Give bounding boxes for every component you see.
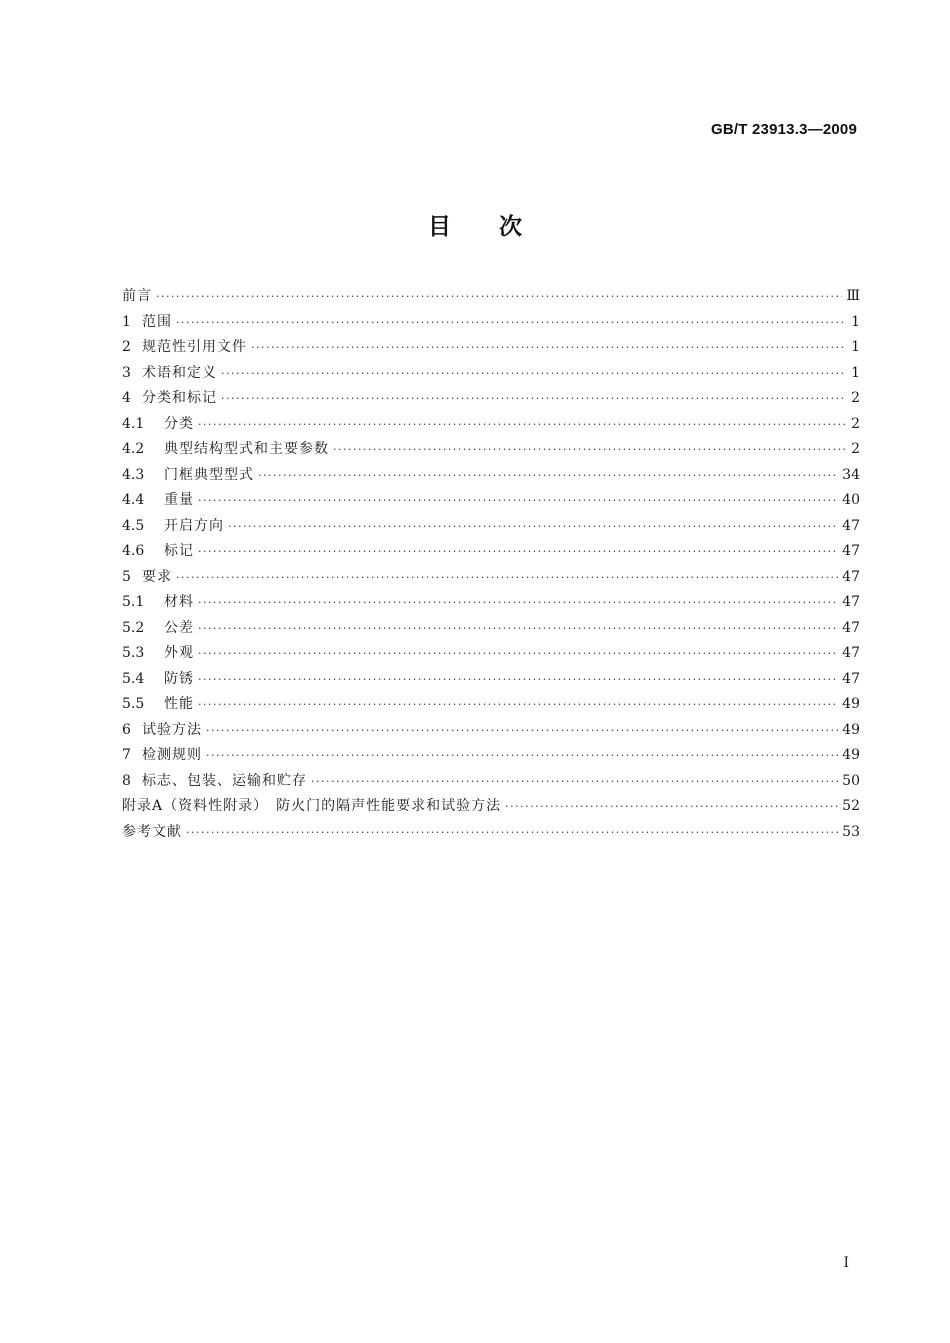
toc-label: 分类	[164, 415, 194, 432]
toc-label: 规范性引用文件	[142, 339, 247, 355]
toc-page: 47	[842, 594, 860, 610]
toc-page: 50	[842, 772, 860, 789]
toc-number: 4.4	[122, 492, 145, 508]
toc-number: 5.5	[122, 696, 145, 712]
toc-label: 防锈	[164, 670, 194, 687]
toc-leader-dots	[206, 743, 838, 769]
toc-row-7[interactable]	[122, 743, 860, 769]
toc-leader-dots	[186, 820, 838, 846]
toc-number: 4.1	[122, 415, 145, 432]
toc-number: 4.2	[122, 441, 145, 457]
toc-number: 5.2	[122, 619, 145, 636]
toc-row-foreword[interactable]	[122, 284, 860, 310]
toc-leader-dots	[198, 692, 838, 718]
toc-number: 4.3	[122, 466, 145, 483]
toc-page: 47	[842, 517, 860, 534]
toc-label: 参考文献	[122, 823, 182, 840]
toc-row-5-4[interactable]	[122, 667, 860, 693]
toc-page: 47	[842, 645, 860, 661]
toc-leader-dots	[258, 463, 838, 489]
toc-number: 5.4	[122, 670, 145, 687]
table-of-contents	[122, 284, 860, 845]
toc-page: Ⅲ	[846, 288, 860, 304]
toc-page: 1	[851, 339, 860, 355]
toc-leader-dots	[198, 488, 838, 514]
toc-number: 6	[122, 721, 131, 738]
toc-page: 40	[842, 492, 860, 508]
toc-row-8[interactable]	[122, 769, 860, 795]
toc-label: 材料	[164, 594, 194, 610]
toc-leader-dots	[505, 794, 838, 820]
toc-page: 2	[851, 415, 860, 432]
page-title-char-1: 目	[428, 213, 451, 240]
toc-row-4-3[interactable]	[122, 463, 860, 489]
toc-leader-dots	[311, 769, 838, 795]
toc-row-6[interactable]	[122, 718, 860, 744]
toc-row-5-3[interactable]	[122, 641, 860, 667]
toc-row-appendix-a[interactable]	[122, 794, 860, 820]
toc-label: 性能	[164, 696, 194, 712]
toc-row-3[interactable]	[122, 361, 860, 387]
toc-row-5-1[interactable]	[122, 590, 860, 616]
toc-leader-dots	[333, 437, 846, 463]
toc-row-5[interactable]	[122, 565, 860, 591]
toc-label: 分类和标记	[142, 390, 217, 406]
toc-leader-dots	[156, 284, 842, 310]
toc-row-4[interactable]	[122, 386, 860, 412]
toc-number: 2	[122, 339, 131, 355]
toc-page: 52	[842, 798, 860, 814]
toc-row-4-5[interactable]	[122, 514, 860, 540]
toc-number: 4.5	[122, 517, 145, 534]
toc-leader-dots	[198, 412, 846, 438]
toc-leader-dots	[206, 718, 838, 744]
toc-label: 术语和定义	[142, 364, 217, 381]
toc-number: 5	[122, 568, 131, 585]
toc-number: 4.6	[122, 543, 145, 559]
toc-page: 47	[842, 543, 860, 559]
toc-label: 检测规则	[142, 747, 202, 763]
toc-leader-dots	[251, 335, 846, 361]
toc-label: 公差	[164, 619, 194, 636]
toc-leader-dots	[176, 565, 838, 591]
toc-leader-dots	[176, 310, 846, 336]
toc-label: 附录A（资料性附录） 防火门的隔声性能要求和试验方法	[122, 798, 502, 814]
toc-page: 1	[851, 313, 860, 330]
page-title	[0, 208, 950, 241]
toc-page: 1	[851, 364, 860, 381]
toc-page: 34	[842, 466, 860, 483]
toc-leader-dots	[198, 616, 838, 642]
toc-number: 8	[122, 772, 131, 789]
toc-row-1[interactable]	[122, 310, 860, 336]
toc-page: 53	[842, 823, 860, 840]
toc-page: 49	[842, 747, 860, 763]
toc-label: 典型结构型式和主要参数	[164, 441, 329, 457]
toc-label: 要求	[142, 568, 172, 585]
toc-leader-dots	[198, 641, 838, 667]
toc-row-4-6[interactable]	[122, 539, 860, 565]
toc-number: 1	[122, 313, 131, 330]
toc-leader-dots	[221, 386, 846, 412]
page-number: I	[843, 1255, 849, 1271]
toc-row-4-2[interactable]	[122, 437, 860, 463]
toc-leader-dots	[228, 514, 838, 540]
toc-page: 47	[842, 670, 860, 687]
toc-leader-dots	[221, 361, 846, 387]
toc-row-4-4[interactable]	[122, 488, 860, 514]
toc-label: 试验方法	[142, 721, 202, 738]
toc-row-5-2[interactable]	[122, 616, 860, 642]
toc-label: 标志、包装、运输和贮存	[142, 772, 307, 789]
page-title-char-2: 次	[499, 213, 522, 240]
toc-number: 5.3	[122, 645, 145, 661]
toc-row-5-5[interactable]	[122, 692, 860, 718]
toc-row-4-1[interactable]	[122, 412, 860, 438]
toc-leader-dots	[198, 590, 838, 616]
toc-page: 2	[851, 390, 860, 406]
toc-label: 范围	[142, 313, 172, 330]
toc-label: 门框典型型式	[164, 466, 254, 483]
toc-leader-dots	[198, 667, 838, 693]
toc-page: 49	[842, 696, 860, 712]
toc-label: 前言	[122, 288, 152, 304]
toc-label: 外观	[164, 645, 194, 661]
toc-label: 重量	[164, 492, 194, 508]
toc-number: 5.1	[122, 594, 145, 610]
toc-leader-dots	[198, 539, 838, 565]
toc-number: 3	[122, 364, 131, 381]
toc-page: 2	[851, 441, 860, 457]
toc-label: 标记	[164, 543, 194, 559]
toc-page: 47	[842, 619, 860, 636]
toc-number: 7	[122, 747, 131, 763]
toc-label: 开启方向	[164, 517, 224, 534]
standard-code: GB/T 23913.3—2009	[711, 121, 857, 138]
toc-row-2[interactable]	[122, 335, 860, 361]
toc-row-references[interactable]	[122, 820, 860, 846]
toc-page: 49	[842, 721, 860, 738]
toc-number: 4	[122, 390, 131, 406]
toc-page: 47	[842, 568, 860, 585]
